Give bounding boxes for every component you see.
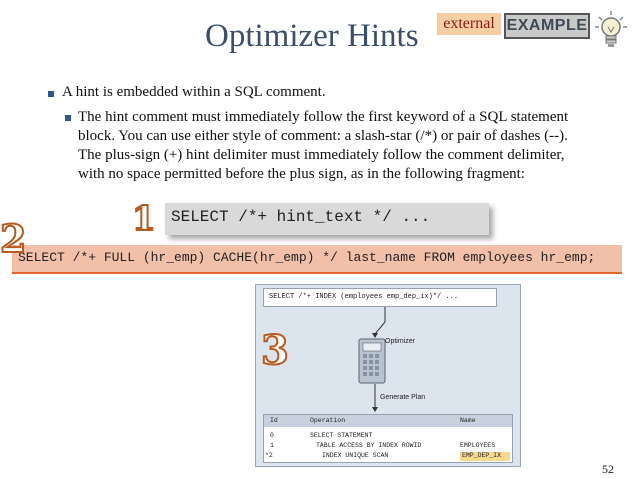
column-header-name: Name bbox=[460, 417, 476, 424]
column-header-operation: Operation bbox=[310, 417, 346, 424]
table-row-id: *2 bbox=[265, 452, 273, 459]
slide-title: Optimizer Hints bbox=[205, 18, 419, 54]
table-row-id: 1 bbox=[270, 442, 274, 449]
bullet-square-icon bbox=[48, 91, 54, 97]
external-tag: external bbox=[437, 13, 501, 35]
numeral-2: 2 bbox=[0, 216, 27, 261]
numeral-1: 1 bbox=[132, 199, 156, 239]
bullet-square-icon bbox=[65, 115, 71, 121]
optimizer-label: Optimizer bbox=[385, 338, 415, 345]
example-badge bbox=[504, 13, 590, 39]
numeral-3: 3 bbox=[261, 327, 289, 374]
diagram-query: SELECT /*+ INDEX (employees emp_dep_ix)*/ ... bbox=[263, 288, 497, 307]
bullet-text-2: The hint comment must immediately follow the first keyword of a SQL statement block. You can use either style of comment: a slash-star (/*) or pair of dashes (--). The plus-sign (+) hint delimiter must immediately follow the comment delimiter, with no space permitted before the plus sign, as in the following fragment: bbox=[78, 109, 569, 182]
table-row-operation: INDEX UNIQUE SCAN bbox=[322, 452, 389, 459]
table-row-operation: TABLE ACCESS BY INDEX ROWID bbox=[316, 442, 422, 449]
execution-plan-table bbox=[263, 414, 513, 463]
table-row-operation: SELECT STATEMENT bbox=[310, 432, 373, 439]
lightbulb-icon bbox=[594, 9, 628, 49]
code-fragment-box bbox=[165, 203, 489, 235]
column-header-id: Id bbox=[270, 417, 278, 424]
bullet-text-1: A hint is embedded within a SQL comment. bbox=[62, 84, 326, 100]
table-row-id: 0 bbox=[270, 432, 274, 439]
table-row-name: EMP_DEP_IX bbox=[462, 452, 502, 459]
page-number: 52 bbox=[602, 462, 614, 476]
example-badge-label: EXAMPLE bbox=[506, 17, 588, 34]
code-full-example: SELECT /*+ FULL (hr_emp) CACHE(hr_emp) */ last_name FROM employees hr_emp; bbox=[18, 250, 596, 265]
generate-plan-label: Generate Plan bbox=[380, 394, 426, 401]
table-row-name: EMPLOYEES bbox=[460, 442, 496, 449]
optimizer-calculator-icon bbox=[359, 339, 385, 383]
code-full-example-box bbox=[12, 245, 622, 274]
code-fragment: SELECT /*+ hint_text */ ... bbox=[171, 208, 431, 226]
